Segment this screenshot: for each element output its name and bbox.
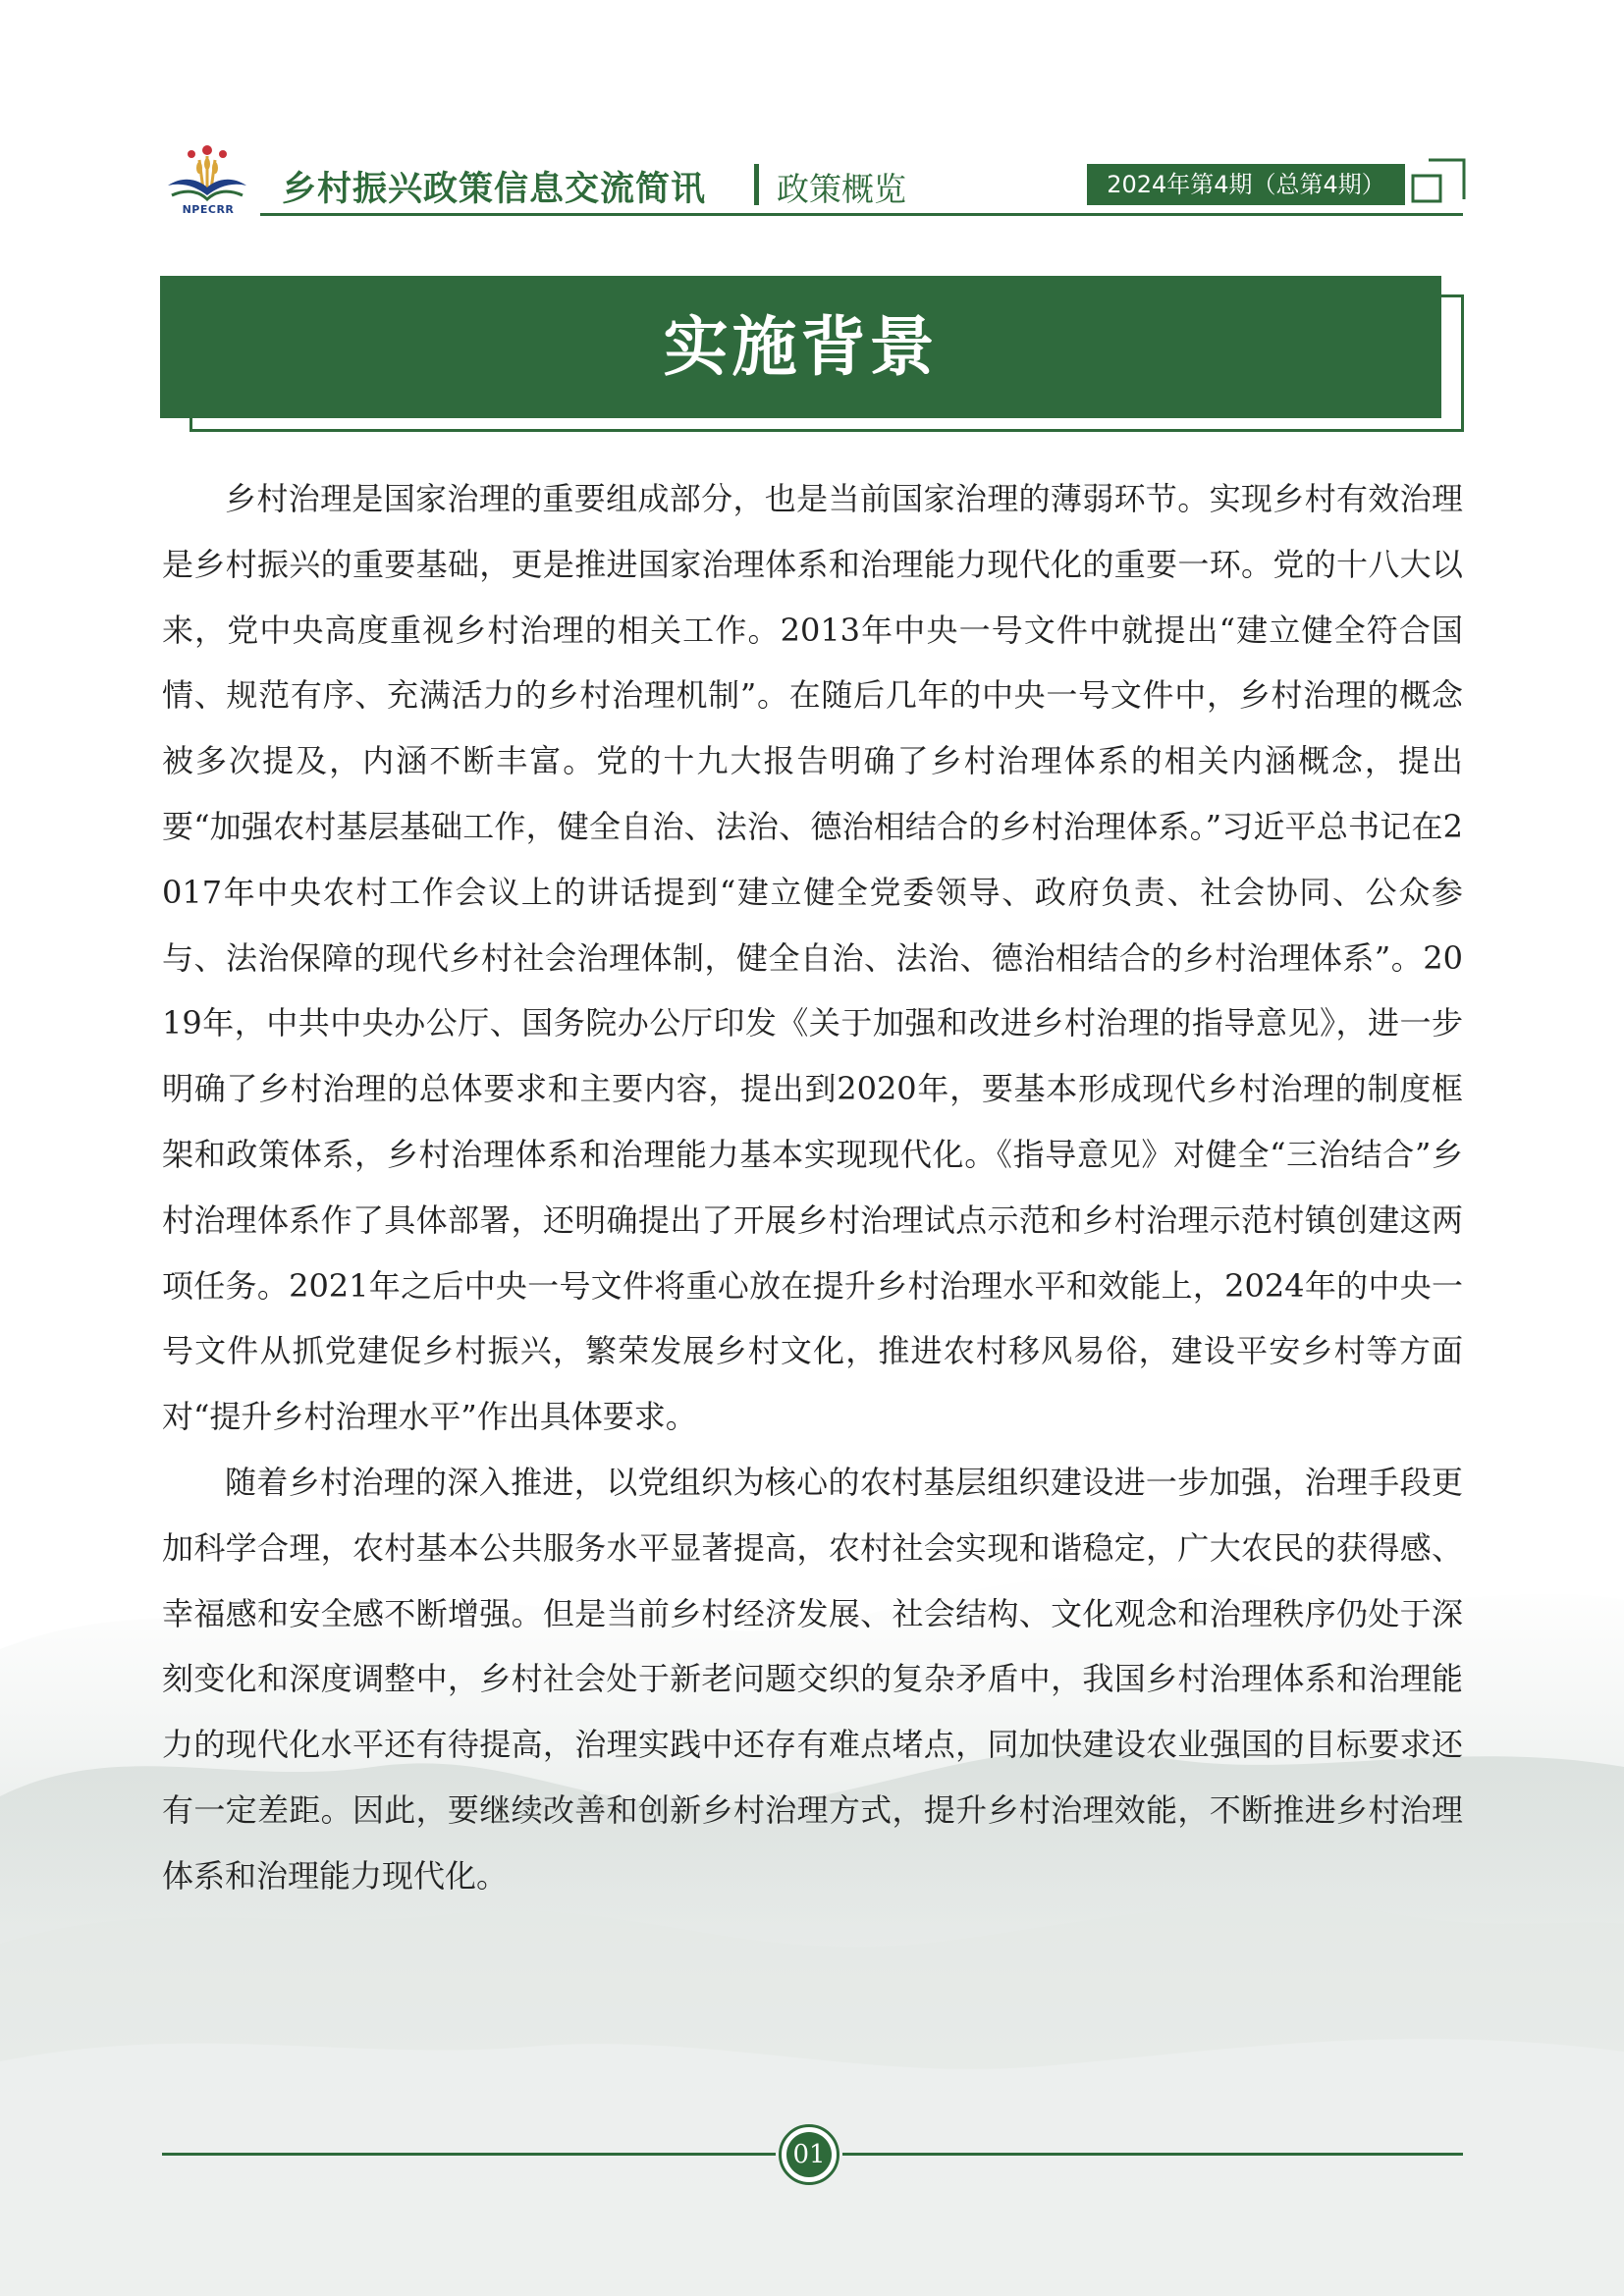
section-title-banner: 实施背景 [160,276,1441,418]
issue-badge: 2024年第4期（总第4期） [1087,164,1405,205]
page-number-badge [779,2124,839,2185]
header-divider [754,164,759,205]
footer-rule-right [842,2153,1463,2156]
npecrr-logo [162,142,252,223]
logo-text: NPECRR [182,203,235,216]
corner-bracket-icon [1409,156,1468,215]
article-body [162,466,1463,1909]
paragraph-1: 乡村治理是国家治理的重要组成部分，也是当前国家治理的薄弱环节。实现乡村有效治理是乡村振兴的重要基础，更是推进国家治理体系和治理能力现代化的重要一环。党的十八大以来，党中央高度重视乡村治理的相关工作。2013年中央一号文件中就提出“建立健全符合国情、规范有序、充满活力的乡村治理机制”。在随后几年的中央一号文件中，乡村治理的概念被多次提及，内涵不断丰富。党的十九大报告明确了乡村治理体系的相关内涵概念，提出要“加强农村基层基础工作，健全自治、法治、德治相结合的乡村治理体系。”习近平总书记在2017年中央农村工作会议上的讲话提到“建立健全党委领导、政府负责、社会协同、公众参与、法治保障的现代乡村社会治理体制，健全自治、法治、德治相结合的乡村治理体系”。2019年，中共中央办公厅、国务院办公厅印发《关于加强和改进乡村治理的指导意见》，进一步明确了乡村治理的总体要求和主要内容，提出到2020年，要基本形成现代乡村治理的制度框架和政策体系，乡村治理体系和治理能力基本实现现代化。《指导意见》对健全“三治结合”乡村治理体系作了具体部署，还明确提出了开展乡村治理试点示范和乡村治理示范村镇创建这两项任务。2021年之后中央一号文件将重心放在提升乡村治理水平和效能上，2024年的中央一号文件从抓党建促乡村振兴，繁荣发展乡村文化，推进农村移风易俗，建设平安乡村等方面对“提升乡村治理水平”作出具体要求。 [162,480,1463,1436]
footer-rule-left [162,2153,776,2156]
page-header [162,142,1463,223]
section-name: 政策概览 [777,170,906,208]
wheat-logo-icon [162,142,252,203]
header-rule [260,213,1463,216]
paragraph-2: 随着乡村治理的深入推进，以党组织为核心的农村基层组织建设进一步加强，治理手段更加科学合理，农村基本公共服务水平显著提高，农村社会实现和谐稳定，广大农民的获得感、幸福感和安全感不断增强。但是当前乡村经济发展、社会结构、文化观念和治理秩序仍处于深刻变化和深度调整中，乡村社会处于新老问题交织的复杂矛盾中，我国乡村治理体系和治理能力的现代化水平还有待提高，治理实践中还存有难点堵点，同加快建设农业强国的目标要求还有一定差距。因此，要继续改善和创新乡村治理方式，提升乡村治理效能，不断推进乡村治理体系和治理能力现代化。 [162,1463,1463,1895]
page-number: 01 [786,2132,832,2177]
newsletter-title: 乡村振兴政策信息交流简讯 [282,170,707,209]
